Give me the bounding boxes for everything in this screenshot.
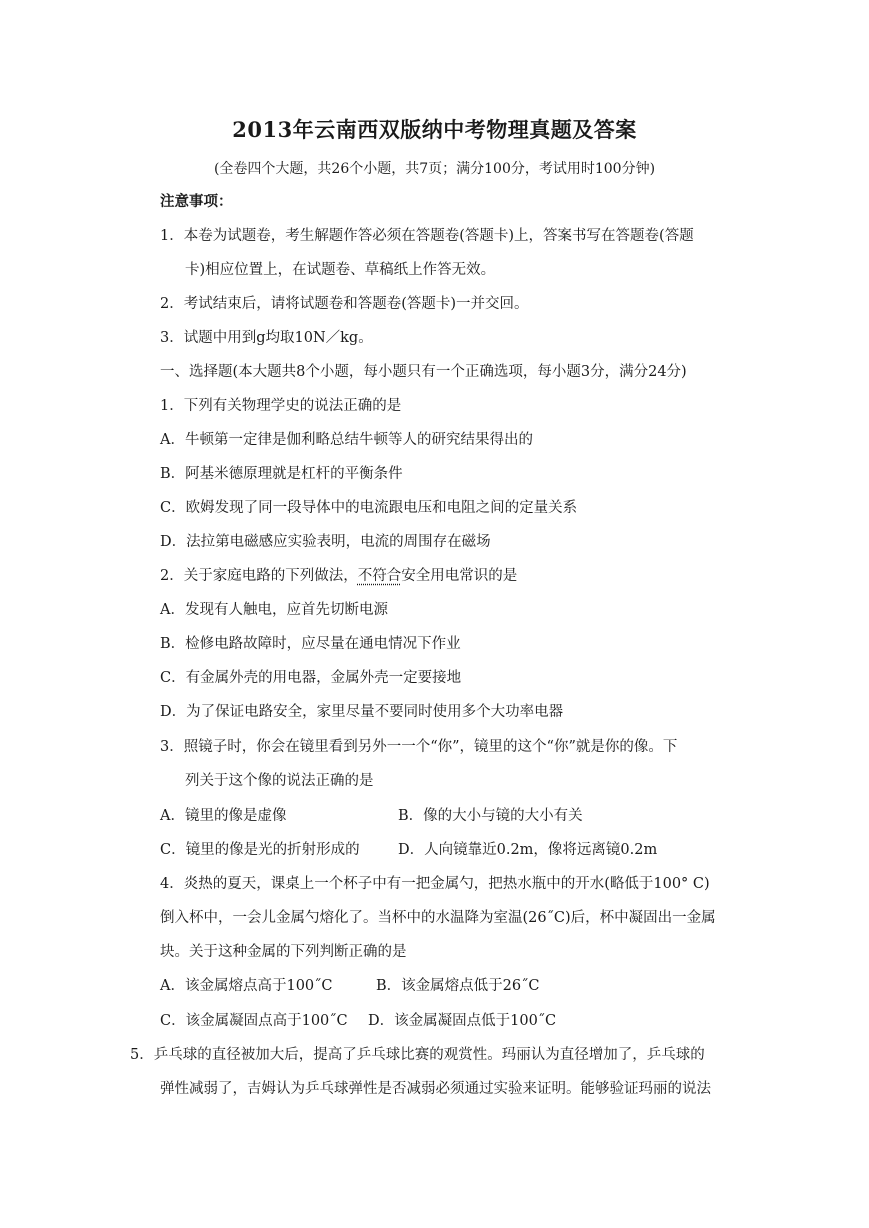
note-1: 1．本卷为试题卷，考生解题作答必须在答题卷(答题卡)上，答案书写在答题卷(答题 (160, 228, 694, 244)
question-4-stem-cont-1: 倒入杯中，一会儿金属勺熔化了。当杯中的水温降为室温(26˝C)后，杯中凝固出一金属 (160, 910, 716, 926)
note-2: 2．考试结束后，请将试题卷和答题卷(答题卡)一并交回。 (160, 296, 529, 312)
section-heading: 一、选择题(本大题共8个小题，每小题只有一个正确选项，每小题3分，满分24分) (160, 364, 687, 380)
note-1-cont: 卡)相应位置上，在试题卷、草稿纸上作答无效。 (185, 262, 496, 278)
question-5-stem-cont: 弹性减弱了，吉姆认为乒乓球弹性是否减弱必须通过实验来证明。能够验证玛丽的说法 (160, 1081, 711, 1097)
question-4-option-d: D．该金属凝固点低于100˝C (368, 1013, 557, 1029)
question-3-stem-cont: 列关于这个像的说法正确的是 (185, 773, 374, 789)
question-1-option-c: C．欧姆发现了同一段导体中的电流跟电压和电阻之间的定量关系 (160, 500, 578, 516)
question-2-option-a: A．发现有人触电，应首先切断电源 (160, 602, 388, 618)
question-4-stem-cont-2: 块。关于这种金属的下列判断正确的是 (160, 944, 407, 960)
question-3-option-b: B．像的大小与镜的大小有关 (398, 808, 583, 824)
question-5-stem: 5．乒乓球的直径被加大后，提高了乒乓球比赛的观赏性。玛丽认为直径增加了，乒乓球的 (130, 1047, 705, 1063)
question-3-option-d: D．人向镜靠近0.2m，像将远离镜0.2m (398, 842, 658, 858)
question-3-stem: 3．照镜子时，你会在镜里看到另外一一个“你”，镜里的这个“你”就是你的像。下 (160, 739, 678, 755)
question-2-stem-post: 安全用电常识的是 (401, 568, 518, 584)
question-1-stem: 1．下列有关物理学史的说法正确的是 (160, 398, 402, 414)
notice-heading: 注意事项： (160, 193, 233, 210)
question-4-option-a: A．该金属熔点高于100˝C (160, 978, 333, 994)
question-2-stem-pre: 2．关于家庭电路的下列做法， (160, 568, 358, 584)
note-3: 3．试题中用到g均取10N／kg。 (160, 330, 373, 346)
question-1-option-d: D．法拉第电磁感应实验表明，电流的周围存在磁场 (160, 534, 491, 550)
question-2-option-c: C．有金属外壳的用电器，金属外壳一定要接地 (160, 670, 462, 686)
question-1-option-b: B．阿基米德原理就是杠杆的平衡条件 (160, 466, 403, 482)
question-2-emphasis: 不符合 (357, 568, 402, 584)
question-4-option-b: B．该金属熔点低于26˝C (376, 978, 540, 994)
question-3-option-a: A．镜里的像是虚像 (160, 808, 287, 824)
question-1-option-a: A．牛顿第一定律是伽利略总结牛顿等人的研究结果得出的 (160, 432, 533, 448)
question-2-option-b: B．检修电路故障时，应尽量在通电情况下作业 (160, 636, 461, 652)
question-4-stem: 4．炎热的夏天，课桌上一个杯子中有一把金属勺，把热水瓶中的开水(略低于100° C) (160, 876, 710, 892)
question-4-option-c: C．该金属凝固点高于100˝C (160, 1013, 348, 1029)
exam-info: (全卷四个大题，共26个小题，共7页；满分100分，考试用时100分钟) (213, 161, 656, 177)
question-3-option-c: C．镜里的像是光的折射形成的 (160, 842, 360, 858)
page-title: 2013年云南西双版纳中考物理真题及答案 (232, 117, 637, 142)
question-2-stem (160, 566, 517, 586)
question-2-option-d: D．为了保证电路安全，家里尽量不要同时使用多个大功率电器 (160, 704, 564, 720)
